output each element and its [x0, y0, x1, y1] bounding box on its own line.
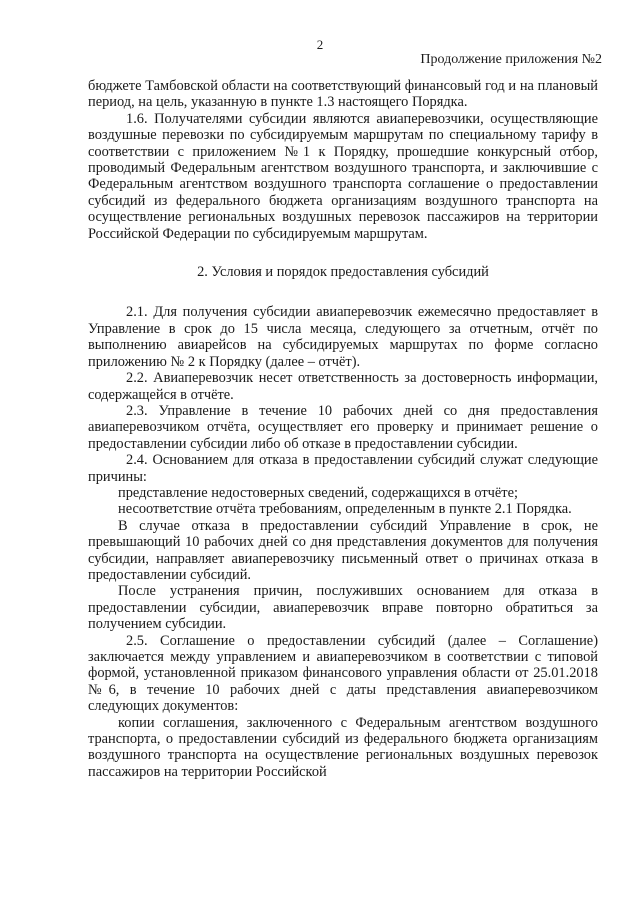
paragraph-refusal: В случае отказа в предоставлении субсидий Управление в срок, не превышающий 10 рабочих дней со дня представления документов для получения субсидии, направляет авиаперевозчику письменный ответ о причинах отказа в предоставлении субсидий. [88, 517, 598, 583]
document-body [88, 78, 598, 780]
section-heading: 2. Условия и порядок предоставления субсидий [197, 264, 489, 281]
appendix-note: Продолжение приложения №2 [420, 52, 602, 67]
paragraph-1-6: 1.6. Получателями субсидии являются авиаперевозчики, осуществляющие воздушные перевозки по субсидируемым маршрутам по специальному тарифу в соответствии с приложением №1 к Порядку, прошедшие конкурсный отбор, проводимый Федеральным агентством воздушного транспорта, и заключившие с Федеральным агентством воздушного транспорта соглашение о предоставлении субсидий из федерального бюджета организациям воздушного транспорта на осуществление региональных воздушных перевозок пассажиров на территории Российской Федерации по субсидируемым маршрутам. [88, 110, 598, 242]
reason-item-2: несоответствие отчёта требованиям, определенным в пункте 2.1 Порядка. [118, 501, 572, 518]
paragraph-2-4: 2.4. Основанием для отказа в предоставлении субсидий служат следующие причины: [88, 452, 598, 485]
paragraph-reapply: После устранения причин, послуживших основанием для отказа в предоставлении субсидии, авиаперевозчик вправе повторно обратиться за получением субсидии. [88, 583, 598, 633]
paragraph-document-copy: копии соглашения, заключенного с Федеральным агентством воздушного транспорта, о предоставлении субсидий из федерального бюджета организациям воздушного транспорта на осуществление региональных воздушных перевозок пассажиров на территории Российской [88, 714, 598, 780]
paragraph-2-2: 2.2. Авиаперевозчик несет ответственность за достоверность информации, содержащейся в отчёте. [88, 370, 598, 403]
reason-item-1: представление недостоверных сведений, содержащихся в отчёте; [118, 484, 518, 501]
paragraph-2-5: 2.5. Соглашение о предоставлении субсидий (далее – Соглашение) заключается между управлением и авиаперевозчиком в соответствии с типовой формой, установленной приказом финансового управления области от 25.01.2018 №6, в течение 10 рабочих дней с даты представления авиаперевозчиком следующих документов: [88, 632, 598, 715]
paragraph-2-1: 2.1. Для получения субсидии авиаперевозчик ежемесячно предоставляет в Управление в срок до 15 числа месяца, следующего за отчетным, отчёт по выполнению авиарейсов на субсидируемых маршрутах по форме согласно приложению № 2 к Порядку (далее – отчёт). [88, 304, 598, 370]
paragraph-2-3: 2.3. Управление в течение 10 рабочих дней со дня предоставления авиаперевозчиком отчёта, осуществляет его проверку и принимает решение о предоставлении субсидии либо об отказе в предоставлении субсидии. [88, 402, 598, 452]
page-number: 2 [316, 37, 324, 52]
paragraph-continuation: бюджете Тамбовской области на соответствующий финансовый год и на плановый период, на цель, указанную в пункте 1.3 настоящего Порядка. [88, 78, 598, 111]
